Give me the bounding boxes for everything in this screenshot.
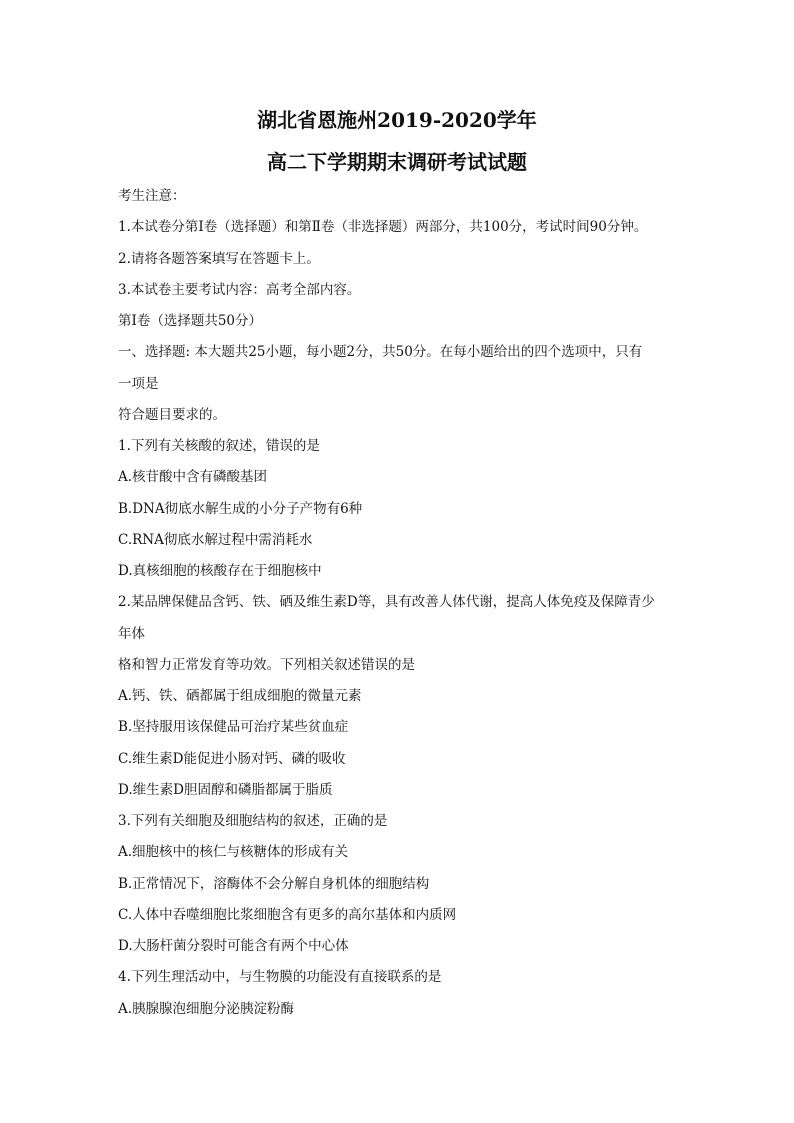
text-line: A.细胞核中的核仁与核糖体的形成有关	[118, 844, 349, 861]
document-body	[118, 181, 718, 1025]
text-line: C.维生素D能促进小肠对钙、磷的吸收	[118, 750, 346, 767]
text-line: A.核苷酸中含有磷酸基团	[118, 469, 268, 486]
text-line: A.胰腺腺泡细胞分泌胰淀粉酶	[118, 1000, 295, 1017]
text-line: D.大肠杆菌分裂时可能含有两个中心体	[118, 938, 349, 954]
document-title: 湖北省恩施州2019-2020学年	[257, 108, 537, 132]
text-line: 3.下列有关细胞及细胞结构的叙述，正确的是	[118, 813, 388, 829]
text-line: 3.本试卷主要考试内容：高考全部内容。	[118, 281, 361, 298]
text-line: 2.请将各题答案填写在答题卡上。	[118, 250, 320, 267]
text-line: D.维生素D胆固醇和磷脂都属于脂质	[118, 781, 333, 798]
text-line: 第Ⅰ卷（选择题共50分）	[118, 313, 263, 329]
text-line: B.DNA彻底水解生成的小分子产物有6种	[118, 500, 363, 517]
text-line: B.正常情况下，溶酶体不会分解自身机体的细胞结构	[118, 875, 430, 892]
text-line: A.钙、铁、硒都属于组成细胞的微量元素	[118, 688, 362, 704]
text-line: 1.下列有关核酸的叙述，错误的是	[118, 438, 320, 454]
text-line: 1.本试卷分第Ⅰ卷（选择题）和第Ⅱ卷（非选择题）两部分，共100分，考试时间90分钟。	[118, 219, 648, 236]
text-line: 2.某品牌保健品含钙、铁、硒及维生素D等，具有改善人体代谢，提高人体免疫及保障青少	[118, 594, 655, 611]
text-line: 一、选择题: 本大题共25小题，每小题2分，共50分。在每小题给出的四个选项中，只有	[118, 344, 643, 361]
text-line: 年体	[118, 625, 145, 642]
text-line: 考生注意：	[118, 188, 186, 204]
text-line: 格和智力正常发育等功效。下列相关叙述错误的是	[118, 656, 415, 673]
text-line: C.人体中吞噬细胞比浆细胞含有更多的高尔基体和内质网	[118, 906, 457, 923]
document-subtitle: 高二下学期期末调研考试试题	[267, 150, 527, 174]
text-line: D.真核细胞的核酸存在于细胞核中	[118, 563, 322, 579]
text-line: B.坚持服用该保健品可治疗某些贫血症	[118, 719, 349, 736]
text-line: 符合题目要求的。	[118, 406, 226, 423]
text-line: 一项是	[118, 375, 159, 392]
text-line: C.RNA彻底水解过程中需消耗水	[118, 531, 313, 548]
text-line: 4.下列生理活动中，与生物膜的功能没有直接联系的是	[118, 969, 442, 986]
